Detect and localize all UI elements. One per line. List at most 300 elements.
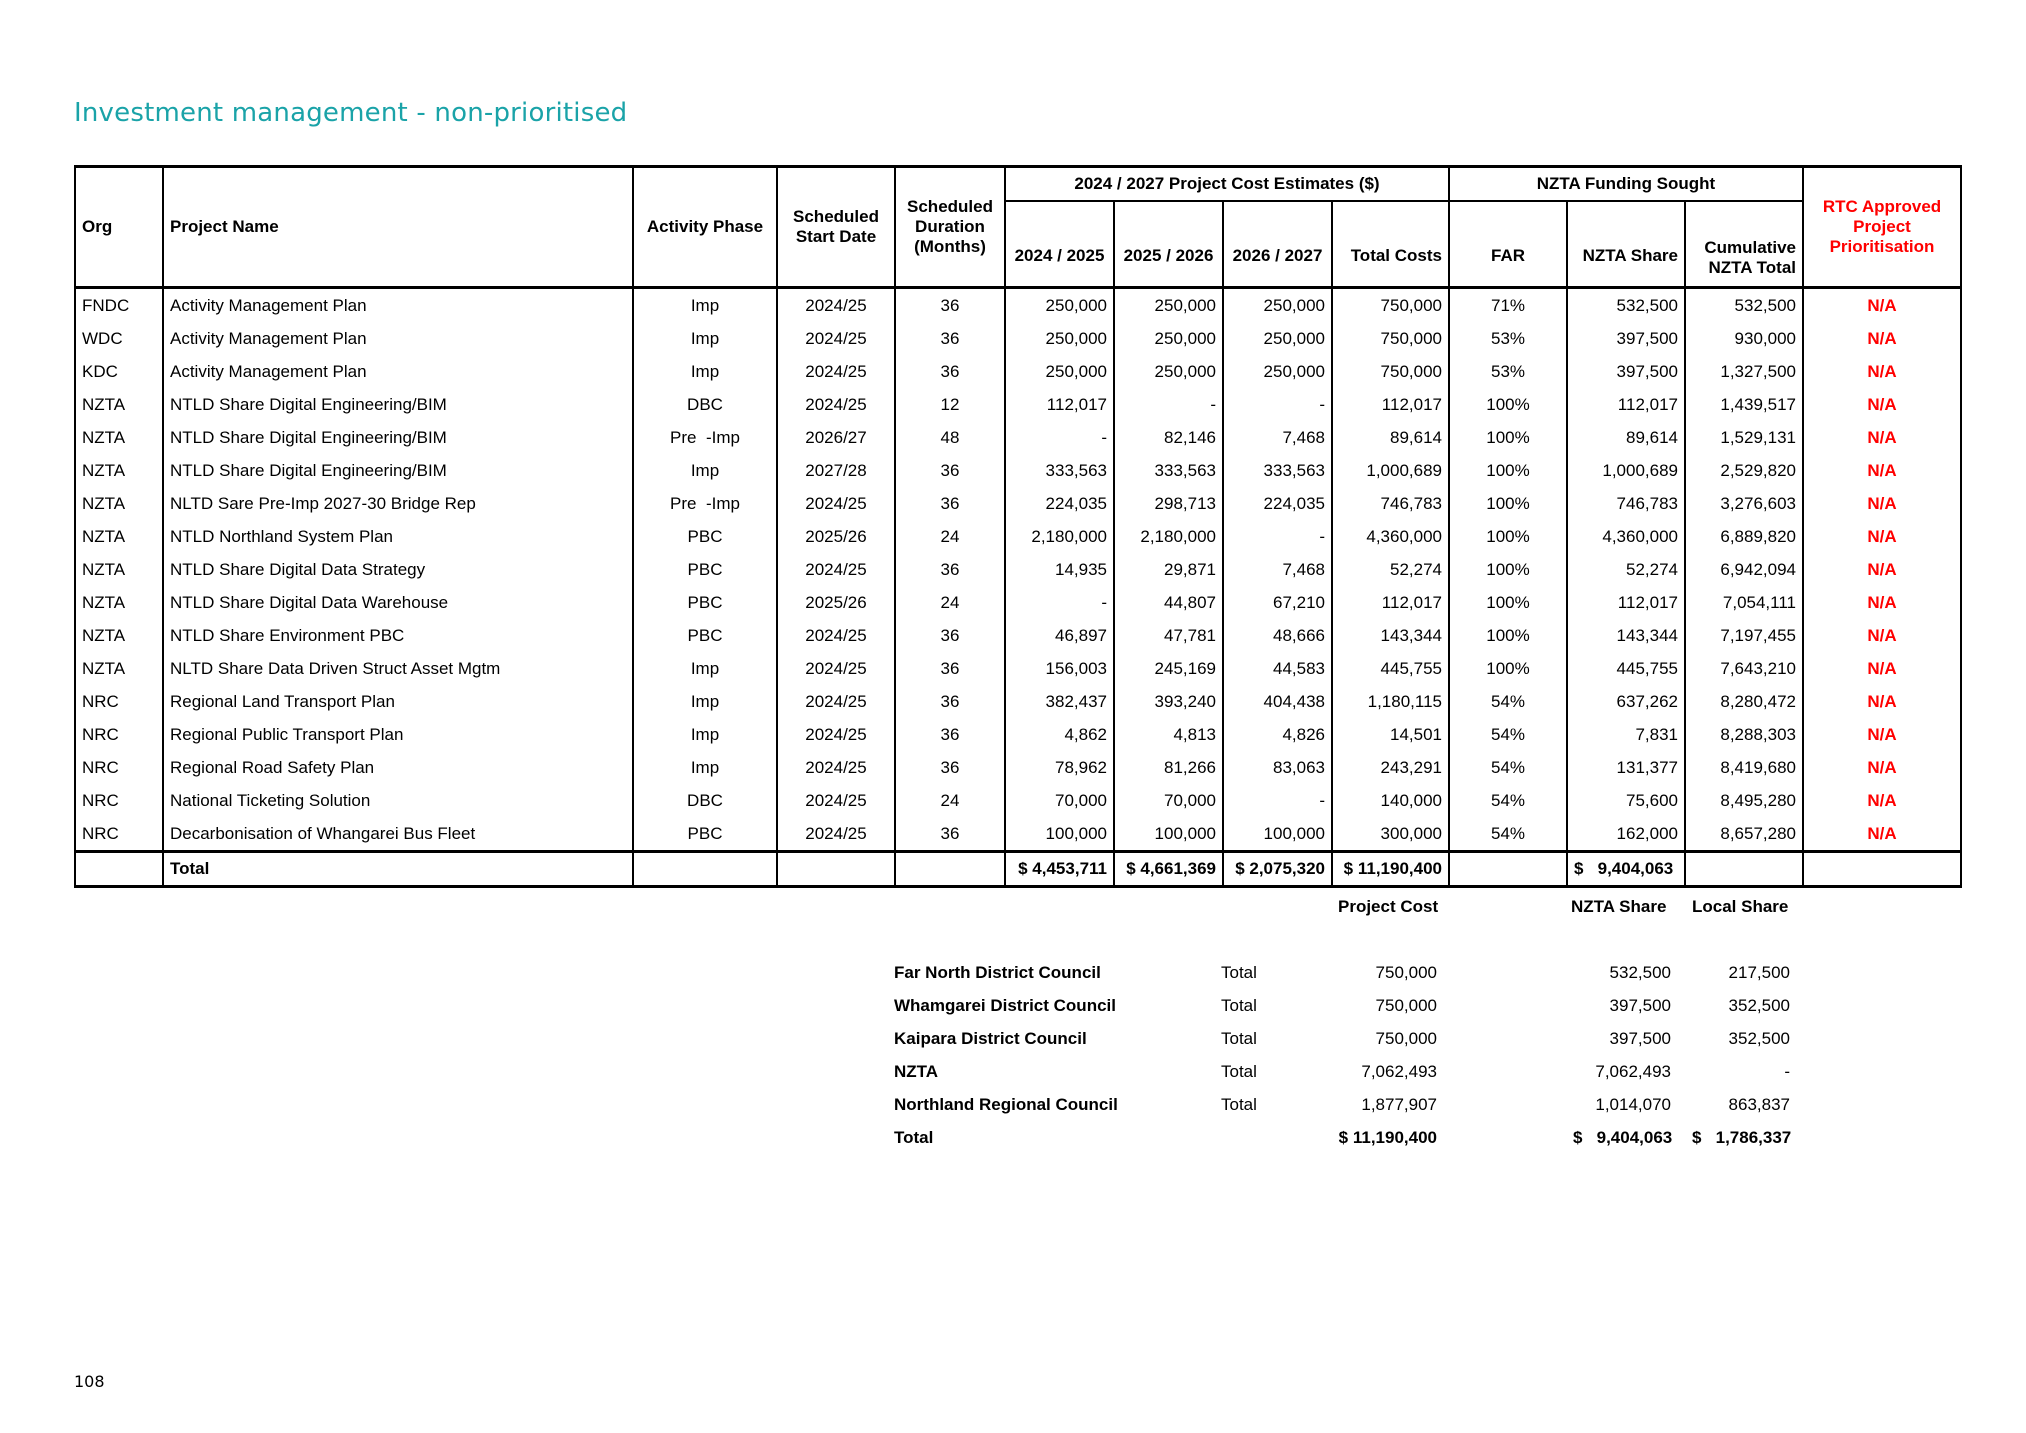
row-year-1: 156,003 — [1005, 652, 1114, 685]
row-rtc-status: N/A — [1803, 553, 1961, 586]
row-year-2: 100,000 — [1114, 817, 1223, 852]
row-year-3: 250,000 — [1223, 355, 1332, 388]
row-org: NRC — [75, 685, 163, 718]
summary-row-label: Total — [1221, 963, 1257, 982]
row-activity-phase: DBC — [633, 388, 777, 421]
row-project-name: Activity Management Plan — [163, 322, 633, 355]
row-year-1: 250,000 — [1005, 322, 1114, 355]
summary-row-label: Total — [1221, 996, 1257, 1015]
row-year-3: 250,000 — [1223, 322, 1332, 355]
summary-header-project-cost: Project Cost — [1338, 897, 1439, 916]
row-total-costs: 1,180,115 — [1332, 685, 1449, 718]
row-nzta-share: 143,344 — [1567, 619, 1685, 652]
row-year-2: 2,180,000 — [1114, 520, 1223, 553]
row-nzta-share: 397,500 — [1567, 322, 1685, 355]
header-start-date: Scheduled Start Date — [777, 167, 895, 288]
total-org — [75, 852, 163, 887]
row-year-3: 404,438 — [1223, 685, 1332, 718]
header-duration: Scheduled Duration (Months) — [895, 167, 1005, 288]
row-cumulative: 1,327,500 — [1685, 355, 1803, 388]
row-project-name: NTLD Share Digital Engineering/BIM — [163, 454, 633, 487]
row-project-name: NTLD Share Digital Data Strategy — [163, 553, 633, 586]
summary-local-share: 217,500 — [1728, 963, 1790, 982]
row-project-name: Activity Management Plan — [163, 355, 633, 388]
header-year-2: 2025 / 2026 — [1114, 201, 1223, 288]
table-row — [75, 685, 1961, 718]
row-start-date: 2024/25 — [777, 685, 895, 718]
row-year-2: 393,240 — [1114, 685, 1223, 718]
summary-project-cost: 750,000 — [1375, 996, 1437, 1015]
header-total-costs: Total Costs — [1332, 201, 1449, 288]
row-rtc-status: N/A — [1803, 388, 1961, 421]
row-start-date: 2024/25 — [777, 718, 895, 751]
row-nzta-share: 75,600 — [1567, 784, 1685, 817]
row-total-costs: 750,000 — [1332, 288, 1449, 323]
row-year-2: 250,000 — [1114, 322, 1223, 355]
row-nzta-share: 4,360,000 — [1567, 520, 1685, 553]
row-activity-phase: DBC — [633, 784, 777, 817]
table-row — [75, 421, 1961, 454]
row-total-costs: 1,000,689 — [1332, 454, 1449, 487]
row-rtc-status: N/A — [1803, 288, 1961, 323]
row-year-1: - — [1005, 421, 1114, 454]
row-org: NZTA — [75, 421, 163, 454]
summary-project-cost: 750,000 — [1375, 963, 1437, 982]
row-cumulative: 7,054,111 — [1685, 586, 1803, 619]
row-year-1: 112,017 — [1005, 388, 1114, 421]
row-year-2: 250,000 — [1114, 355, 1223, 388]
row-start-date: 2025/26 — [777, 586, 895, 619]
row-rtc-status: N/A — [1803, 751, 1961, 784]
row-activity-phase: Imp — [633, 751, 777, 784]
row-year-2: 70,000 — [1114, 784, 1223, 817]
row-nzta-share: 1,000,689 — [1567, 454, 1685, 487]
row-org: NZTA — [75, 553, 163, 586]
row-rtc-status: N/A — [1803, 718, 1961, 751]
table-row — [75, 454, 1961, 487]
row-nzta-share: 532,500 — [1567, 288, 1685, 323]
row-year-2: 298,713 — [1114, 487, 1223, 520]
total-year-1: $ 4,453,711 — [1005, 852, 1114, 887]
table-row — [75, 751, 1961, 784]
row-duration: 36 — [895, 454, 1005, 487]
row-rtc-status: N/A — [1803, 421, 1961, 454]
row-total-costs: 300,000 — [1332, 817, 1449, 852]
row-total-costs: 140,000 — [1332, 784, 1449, 817]
summary-local-share: 352,500 — [1728, 996, 1790, 1015]
row-total-costs: 243,291 — [1332, 751, 1449, 784]
total-year-3: $ 2,075,320 — [1223, 852, 1332, 887]
table-row — [75, 619, 1961, 652]
row-year-1: 250,000 — [1005, 355, 1114, 388]
row-far: 100% — [1449, 520, 1567, 553]
row-year-1: 2,180,000 — [1005, 520, 1114, 553]
row-year-1: 224,035 — [1005, 487, 1114, 520]
row-cumulative: 1,439,517 — [1685, 388, 1803, 421]
row-start-date: 2024/25 — [777, 817, 895, 852]
row-year-2: 47,781 — [1114, 619, 1223, 652]
row-year-1: 14,935 — [1005, 553, 1114, 586]
row-year-2: 29,871 — [1114, 553, 1223, 586]
summary-row-label: Total — [1221, 1095, 1257, 1114]
row-duration: 48 — [895, 421, 1005, 454]
summary-row-label: Total — [1221, 1029, 1257, 1048]
row-total-costs: 750,000 — [1332, 355, 1449, 388]
total-row — [75, 852, 1961, 887]
row-duration: 24 — [895, 784, 1005, 817]
page-title: Investment management - non-prioritised — [74, 98, 628, 128]
row-far: 100% — [1449, 421, 1567, 454]
total-cumulative — [1685, 852, 1803, 887]
row-year-3: - — [1223, 388, 1332, 421]
table-row — [75, 652, 1961, 685]
row-nzta-share: 89,614 — [1567, 421, 1685, 454]
summary-row — [0, 963, 2026, 996]
summary-nzta-share: 532,500 — [1609, 963, 1671, 982]
row-year-2: 82,146 — [1114, 421, 1223, 454]
row-far: 100% — [1449, 388, 1567, 421]
row-project-name: Regional Public Transport Plan — [163, 718, 633, 751]
page-number: 108 — [74, 1372, 105, 1391]
row-activity-phase: PBC — [633, 553, 777, 586]
row-org: KDC — [75, 355, 163, 388]
row-duration: 24 — [895, 586, 1005, 619]
row-duration: 12 — [895, 388, 1005, 421]
row-far: 100% — [1449, 553, 1567, 586]
row-start-date: 2026/27 — [777, 421, 895, 454]
row-start-date: 2024/25 — [777, 322, 895, 355]
summary-org-name: Kaipara District Council — [894, 1029, 1087, 1048]
row-year-3: 100,000 — [1223, 817, 1332, 852]
row-org: NRC — [75, 718, 163, 751]
row-project-name: NTLD Share Digital Engineering/BIM — [163, 388, 633, 421]
row-year-3: 4,826 — [1223, 718, 1332, 751]
row-year-1: 78,962 — [1005, 751, 1114, 784]
row-rtc-status: N/A — [1803, 685, 1961, 718]
row-year-3: 7,468 — [1223, 421, 1332, 454]
row-project-name: National Ticketing Solution — [163, 784, 633, 817]
row-duration: 36 — [895, 685, 1005, 718]
row-activity-phase: PBC — [633, 817, 777, 852]
header-cost-estimates: 2024 / 2027 Project Cost Estimates ($) — [1005, 167, 1449, 202]
row-cumulative: 7,643,210 — [1685, 652, 1803, 685]
table-row — [75, 388, 1961, 421]
row-activity-phase: Imp — [633, 454, 777, 487]
row-year-1: 100,000 — [1005, 817, 1114, 852]
row-duration: 36 — [895, 487, 1005, 520]
row-org: NZTA — [75, 619, 163, 652]
row-far: 71% — [1449, 288, 1567, 323]
header-year-1: 2024 / 2025 — [1005, 201, 1114, 288]
row-start-date: 2024/25 — [777, 553, 895, 586]
row-total-costs: 89,614 — [1332, 421, 1449, 454]
row-activity-phase: PBC — [633, 520, 777, 553]
row-project-name: NTLD Share Digital Engineering/BIM — [163, 421, 633, 454]
row-cumulative: 8,419,680 — [1685, 751, 1803, 784]
row-org: NZTA — [75, 454, 163, 487]
row-nzta-share: 7,831 — [1567, 718, 1685, 751]
row-duration: 24 — [895, 520, 1005, 553]
row-year-3: 333,563 — [1223, 454, 1332, 487]
summary-project-cost: 750,000 — [1375, 1029, 1437, 1048]
row-start-date: 2024/25 — [777, 619, 895, 652]
row-org: NZTA — [75, 520, 163, 553]
row-cumulative: 8,288,303 — [1685, 718, 1803, 751]
row-year-2: - — [1114, 388, 1223, 421]
total-costs: $ 11,190,400 — [1332, 852, 1449, 887]
row-activity-phase: Pre -Imp — [633, 421, 777, 454]
total-far — [1449, 852, 1567, 887]
row-total-costs: 112,017 — [1332, 586, 1449, 619]
row-cumulative: 6,889,820 — [1685, 520, 1803, 553]
row-start-date: 2024/25 — [777, 388, 895, 421]
row-total-costs: 52,274 — [1332, 553, 1449, 586]
row-cumulative: 1,529,131 — [1685, 421, 1803, 454]
row-org: NZTA — [75, 586, 163, 619]
investment-table — [74, 165, 1962, 888]
row-year-3: 44,583 — [1223, 652, 1332, 685]
row-year-1: 46,897 — [1005, 619, 1114, 652]
row-year-2: 81,266 — [1114, 751, 1223, 784]
row-rtc-status: N/A — [1803, 454, 1961, 487]
row-org: NZTA — [75, 652, 163, 685]
row-far: 54% — [1449, 718, 1567, 751]
summary-local-share: 863,837 — [1728, 1095, 1790, 1114]
row-activity-phase: PBC — [633, 586, 777, 619]
summary-nzta-share: 397,500 — [1609, 996, 1671, 1015]
total-nzta-share: $ 9,404,063 — [1567, 852, 1685, 887]
row-far: 54% — [1449, 817, 1567, 852]
row-cumulative: 8,657,280 — [1685, 817, 1803, 852]
row-total-costs: 143,344 — [1332, 619, 1449, 652]
summary-row — [0, 1062, 2026, 1095]
row-cumulative: 2,529,820 — [1685, 454, 1803, 487]
row-start-date: 2024/25 — [777, 355, 895, 388]
table-row — [75, 520, 1961, 553]
row-total-costs: 750,000 — [1332, 322, 1449, 355]
row-cumulative: 930,000 — [1685, 322, 1803, 355]
row-far: 53% — [1449, 355, 1567, 388]
row-year-2: 44,807 — [1114, 586, 1223, 619]
summary-org-name: Total — [894, 1128, 934, 1147]
total-rtc — [1803, 852, 1961, 887]
summary-nzta-share: 7,062,493 — [1595, 1062, 1671, 1081]
header-nzta-share: NZTA Share — [1567, 201, 1685, 288]
row-start-date: 2024/25 — [777, 288, 895, 323]
table-body — [75, 288, 1961, 852]
row-far: 100% — [1449, 652, 1567, 685]
row-nzta-share: 112,017 — [1567, 388, 1685, 421]
row-rtc-status: N/A — [1803, 322, 1961, 355]
row-start-date: 2024/25 — [777, 487, 895, 520]
header-org: Org — [75, 167, 163, 288]
row-year-1: 382,437 — [1005, 685, 1114, 718]
row-activity-phase: Imp — [633, 718, 777, 751]
row-project-name: NLTD Sare Pre-Imp 2027-30 Bridge Rep — [163, 487, 633, 520]
row-year-2: 333,563 — [1114, 454, 1223, 487]
header-cumulative: Cumulative NZTA Total — [1685, 201, 1803, 288]
table-row — [75, 355, 1961, 388]
table-row — [75, 487, 1961, 520]
table-row — [75, 586, 1961, 619]
row-far: 100% — [1449, 454, 1567, 487]
summary-project-cost: $ 11,190,400 — [1338, 1128, 1437, 1147]
row-cumulative: 8,280,472 — [1685, 685, 1803, 718]
row-nzta-share: 52,274 — [1567, 553, 1685, 586]
row-year-3: 7,468 — [1223, 553, 1332, 586]
row-start-date: 2024/25 — [777, 751, 895, 784]
row-project-name: NTLD Share Environment PBC — [163, 619, 633, 652]
row-total-costs: 445,755 — [1332, 652, 1449, 685]
summary-header-nzta-share: NZTA Share — [1571, 897, 1667, 916]
row-rtc-status: N/A — [1803, 586, 1961, 619]
row-rtc-status: N/A — [1803, 619, 1961, 652]
row-rtc-status: N/A — [1803, 487, 1961, 520]
row-rtc-status: N/A — [1803, 520, 1961, 553]
table-row — [75, 817, 1961, 852]
row-year-1: 4,862 — [1005, 718, 1114, 751]
row-org: NZTA — [75, 487, 163, 520]
row-duration: 36 — [895, 288, 1005, 323]
row-nzta-share: 746,783 — [1567, 487, 1685, 520]
row-year-1: 250,000 — [1005, 288, 1114, 323]
summary-org-name: Far North District Council — [894, 963, 1101, 982]
row-year-3: 48,666 — [1223, 619, 1332, 652]
row-duration: 36 — [895, 355, 1005, 388]
header-activity-phase: Activity Phase — [633, 167, 777, 288]
total-label: Total — [163, 852, 633, 887]
row-nzta-share: 112,017 — [1567, 586, 1685, 619]
total-phase — [633, 852, 777, 887]
summary-total-row — [0, 1128, 2026, 1161]
row-total-costs: 4,360,000 — [1332, 520, 1449, 553]
row-nzta-share: 445,755 — [1567, 652, 1685, 685]
row-year-3: 250,000 — [1223, 288, 1332, 323]
summary-header-local-share: Local Share — [1692, 897, 1789, 916]
row-rtc-status: N/A — [1803, 652, 1961, 685]
row-activity-phase: Imp — [633, 288, 777, 323]
row-far: 54% — [1449, 685, 1567, 718]
row-far: 54% — [1449, 784, 1567, 817]
row-total-costs: 14,501 — [1332, 718, 1449, 751]
row-duration: 36 — [895, 751, 1005, 784]
row-duration: 36 — [895, 553, 1005, 586]
row-start-date: 2025/26 — [777, 520, 895, 553]
header-year-3: 2026 / 2027 — [1223, 201, 1332, 288]
summary-project-cost: 1,877,907 — [1361, 1095, 1437, 1114]
row-far: 100% — [1449, 487, 1567, 520]
row-activity-phase: Imp — [633, 322, 777, 355]
row-activity-phase: Imp — [633, 355, 777, 388]
table-row — [75, 718, 1961, 751]
row-org: NRC — [75, 784, 163, 817]
row-year-3: 83,063 — [1223, 751, 1332, 784]
row-activity-phase: Imp — [633, 652, 777, 685]
row-project-name: Regional Road Safety Plan — [163, 751, 633, 784]
row-far: 54% — [1449, 751, 1567, 784]
summary-org-name: NZTA — [894, 1062, 939, 1081]
summary-org-name: Northland Regional Council — [894, 1095, 1118, 1114]
row-project-name: NTLD Northland System Plan — [163, 520, 633, 553]
row-rtc-status: N/A — [1803, 355, 1961, 388]
summary-row — [0, 1029, 2026, 1062]
row-nzta-share: 131,377 — [1567, 751, 1685, 784]
row-cumulative: 3,276,603 — [1685, 487, 1803, 520]
row-project-name: Decarbonisation of Whangarei Bus Fleet — [163, 817, 633, 852]
table-row — [75, 288, 1961, 323]
row-year-3: 224,035 — [1223, 487, 1332, 520]
summary-nzta-share: $ 9,404,063 — [1573, 1128, 1673, 1147]
total-year-2: $ 4,661,369 — [1114, 852, 1223, 887]
row-year-1: - — [1005, 586, 1114, 619]
row-cumulative: 532,500 — [1685, 288, 1803, 323]
header-project-name: Project Name — [163, 167, 633, 288]
row-year-3: - — [1223, 784, 1332, 817]
row-year-2: 250,000 — [1114, 288, 1223, 323]
row-nzta-share: 162,000 — [1567, 817, 1685, 852]
summary-local-share: $ 1,786,337 — [1692, 1128, 1792, 1147]
row-far: 100% — [1449, 586, 1567, 619]
summary-row — [0, 996, 2026, 1029]
row-total-costs: 112,017 — [1332, 388, 1449, 421]
header-rtc-approved: RTC Approved Project Prioritisation — [1803, 167, 1961, 288]
row-nzta-share: 637,262 — [1567, 685, 1685, 718]
header-funding-sought: NZTA Funding Sought — [1449, 167, 1803, 202]
row-rtc-status: N/A — [1803, 817, 1961, 852]
row-org: FNDC — [75, 288, 163, 323]
total-duration — [895, 852, 1005, 887]
row-org: NRC — [75, 817, 163, 852]
row-project-name: Regional Land Transport Plan — [163, 685, 633, 718]
summary-project-cost: 7,062,493 — [1361, 1062, 1437, 1081]
row-start-date: 2024/25 — [777, 652, 895, 685]
summary-row-label: Total — [1221, 1062, 1257, 1081]
row-project-name: NLTD Share Data Driven Struct Asset Mgtm — [163, 652, 633, 685]
row-duration: 36 — [895, 718, 1005, 751]
row-cumulative: 6,942,094 — [1685, 553, 1803, 586]
summary-nzta-share: 397,500 — [1609, 1029, 1671, 1048]
row-far: 100% — [1449, 619, 1567, 652]
row-duration: 36 — [895, 652, 1005, 685]
summary-local-share: 352,500 — [1728, 1029, 1790, 1048]
row-project-name: NTLD Share Digital Data Warehouse — [163, 586, 633, 619]
header-far: FAR — [1449, 201, 1567, 288]
table-row — [75, 784, 1961, 817]
row-year-3: 67,210 — [1223, 586, 1332, 619]
table-row — [75, 553, 1961, 586]
row-org: WDC — [75, 322, 163, 355]
row-duration: 36 — [895, 322, 1005, 355]
row-year-3: - — [1223, 520, 1332, 553]
row-nzta-share: 397,500 — [1567, 355, 1685, 388]
row-activity-phase: Imp — [633, 685, 777, 718]
row-year-1: 70,000 — [1005, 784, 1114, 817]
table-row — [75, 322, 1961, 355]
row-start-date: 2024/25 — [777, 784, 895, 817]
row-project-name: Activity Management Plan — [163, 288, 633, 323]
row-year-1: 333,563 — [1005, 454, 1114, 487]
row-total-costs: 746,783 — [1332, 487, 1449, 520]
row-org: NZTA — [75, 388, 163, 421]
row-rtc-status: N/A — [1803, 784, 1961, 817]
summary-org-name: Whamgarei District Council — [894, 996, 1116, 1015]
row-org: NRC — [75, 751, 163, 784]
summary-nzta-share: 1,014,070 — [1595, 1095, 1671, 1114]
row-cumulative: 7,197,455 — [1685, 619, 1803, 652]
row-year-2: 4,813 — [1114, 718, 1223, 751]
summary-row — [0, 1095, 2026, 1128]
row-far: 53% — [1449, 322, 1567, 355]
